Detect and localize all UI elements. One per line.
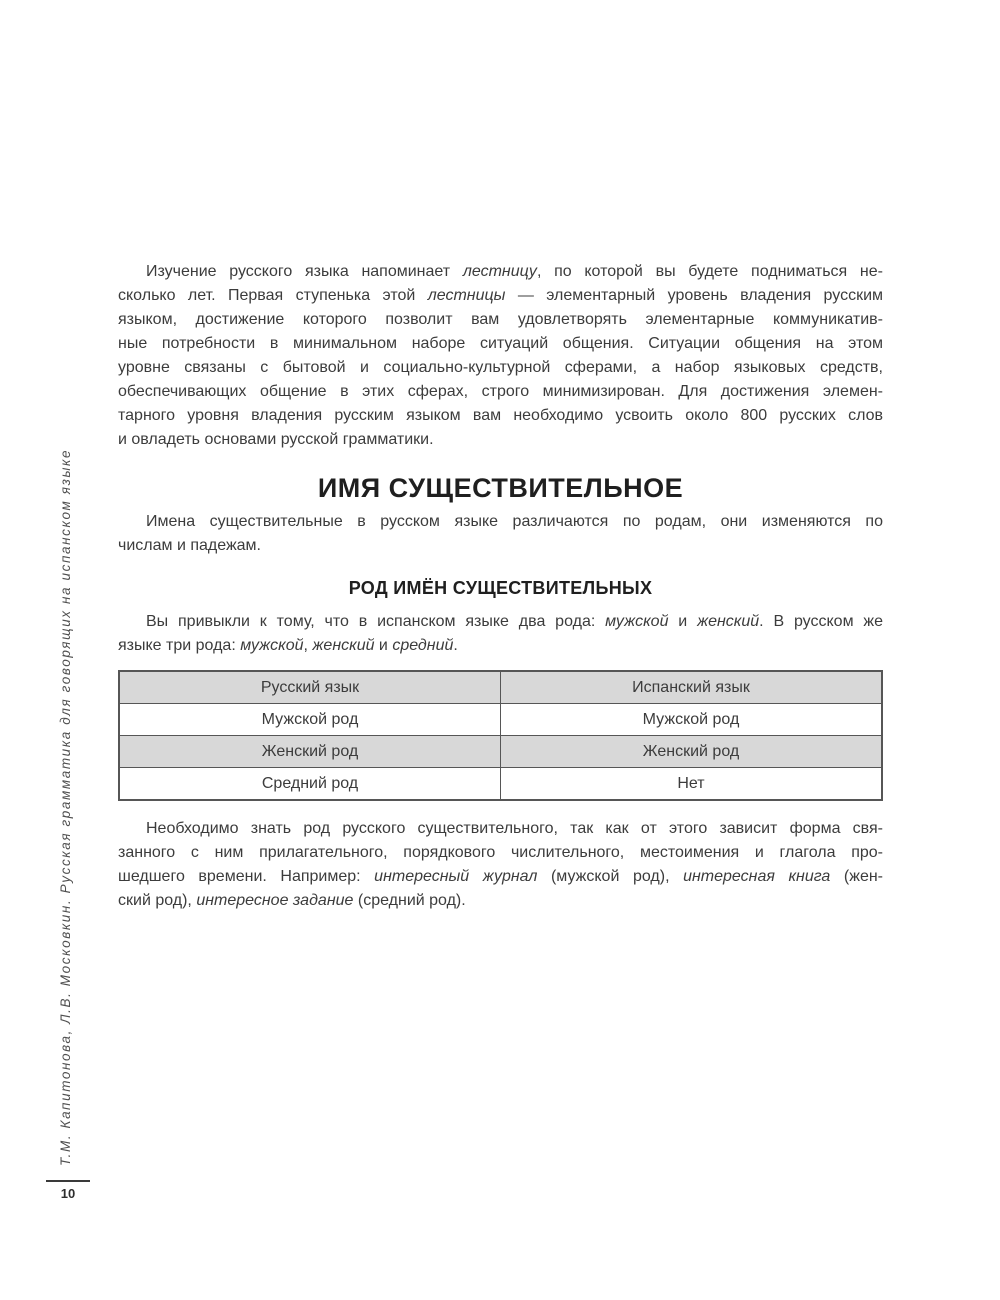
- table-row: [119, 704, 882, 736]
- text-line: Изучение русского языка напоминает лестницу, по которой вы будете подниматься не-: [146, 263, 883, 280]
- header-cell-spanish: Испанский язык: [501, 671, 883, 704]
- text-line: обеспечивающих общение в этих сферах, строго минимизирован. Для достижения элемен-: [118, 383, 883, 400]
- text-line: Имена существительные в русском языке различаются по родам, они изменяются по: [146, 513, 883, 530]
- text-line: шедшего времени. Например: интересный журнал (мужской род), интересная книга (жен-: [118, 868, 884, 885]
- table-cell: Мужской род: [501, 704, 883, 736]
- page-number-rule: [46, 1180, 90, 1182]
- page-number: 10: [60, 1186, 76, 1201]
- text-line: числам и падежам.: [118, 537, 261, 554]
- text-line: уровне связаны с бытовой и социально-культурной сферами, а набор языковых средств,: [118, 359, 883, 376]
- text-line: занного с ним прилагательного, порядкового числительного, местоимения и глагола про-: [118, 844, 883, 861]
- section-title-noun: ИМЯ СУЩЕСТВИТЕЛЬНОЕ: [317, 473, 684, 503]
- subsection-title-gender: РОД ИМЁН СУЩЕСТВИТЕЛЬНЫХ: [348, 578, 653, 598]
- text-line: Необходимо знать род русского существительного, так как от этого зависит форма свя-: [146, 820, 883, 837]
- header-cell-russian: Русский язык: [119, 671, 501, 704]
- text-line: языке три рода: мужской, женский и средний.: [118, 637, 458, 654]
- text-line: языком, достижение которого позволит вам удовлетворять элементарные коммуникатив-: [118, 311, 883, 328]
- table-header-row: [119, 671, 882, 704]
- table-cell: Средний род: [119, 768, 501, 801]
- table-cell: Женский род: [501, 736, 883, 768]
- page-content: [118, 0, 883, 913]
- text-line: ные потребности в минимальном наборе ситуаций общения. Ситуации общения на этом: [118, 335, 883, 352]
- closing-paragraph: [118, 817, 883, 913]
- text-line: Вы привыкли к тому, что в испанском языке два рода: мужской и женский. В русском же: [146, 613, 884, 630]
- genders-paragraph: [118, 610, 883, 658]
- table-row: [119, 736, 882, 768]
- table-cell: Нет: [501, 768, 883, 801]
- table-cell: Мужской род: [119, 704, 501, 736]
- nouns-paragraph: [118, 510, 883, 558]
- text-line: ский род), интересное задание (средний род).: [118, 892, 466, 909]
- gender-comparison-table: [118, 670, 883, 801]
- text-line: сколько лет. Первая ступенька этой лестницы — элементарный уровень владения русским: [118, 287, 884, 304]
- intro-paragraph: [118, 260, 883, 452]
- table-row: [119, 768, 882, 801]
- text-line: и овладеть основами русской грамматики.: [118, 431, 434, 448]
- table-cell: Женский род: [119, 736, 501, 768]
- book-spine-title: Т.М. Капитонова, Л.В. Московкин. Русская грамматика для говорящих на испанском языке: [58, 448, 73, 1166]
- text-line: тарного уровня владения русским языком вам необходимо усвоить около 800 русских слов: [118, 407, 883, 424]
